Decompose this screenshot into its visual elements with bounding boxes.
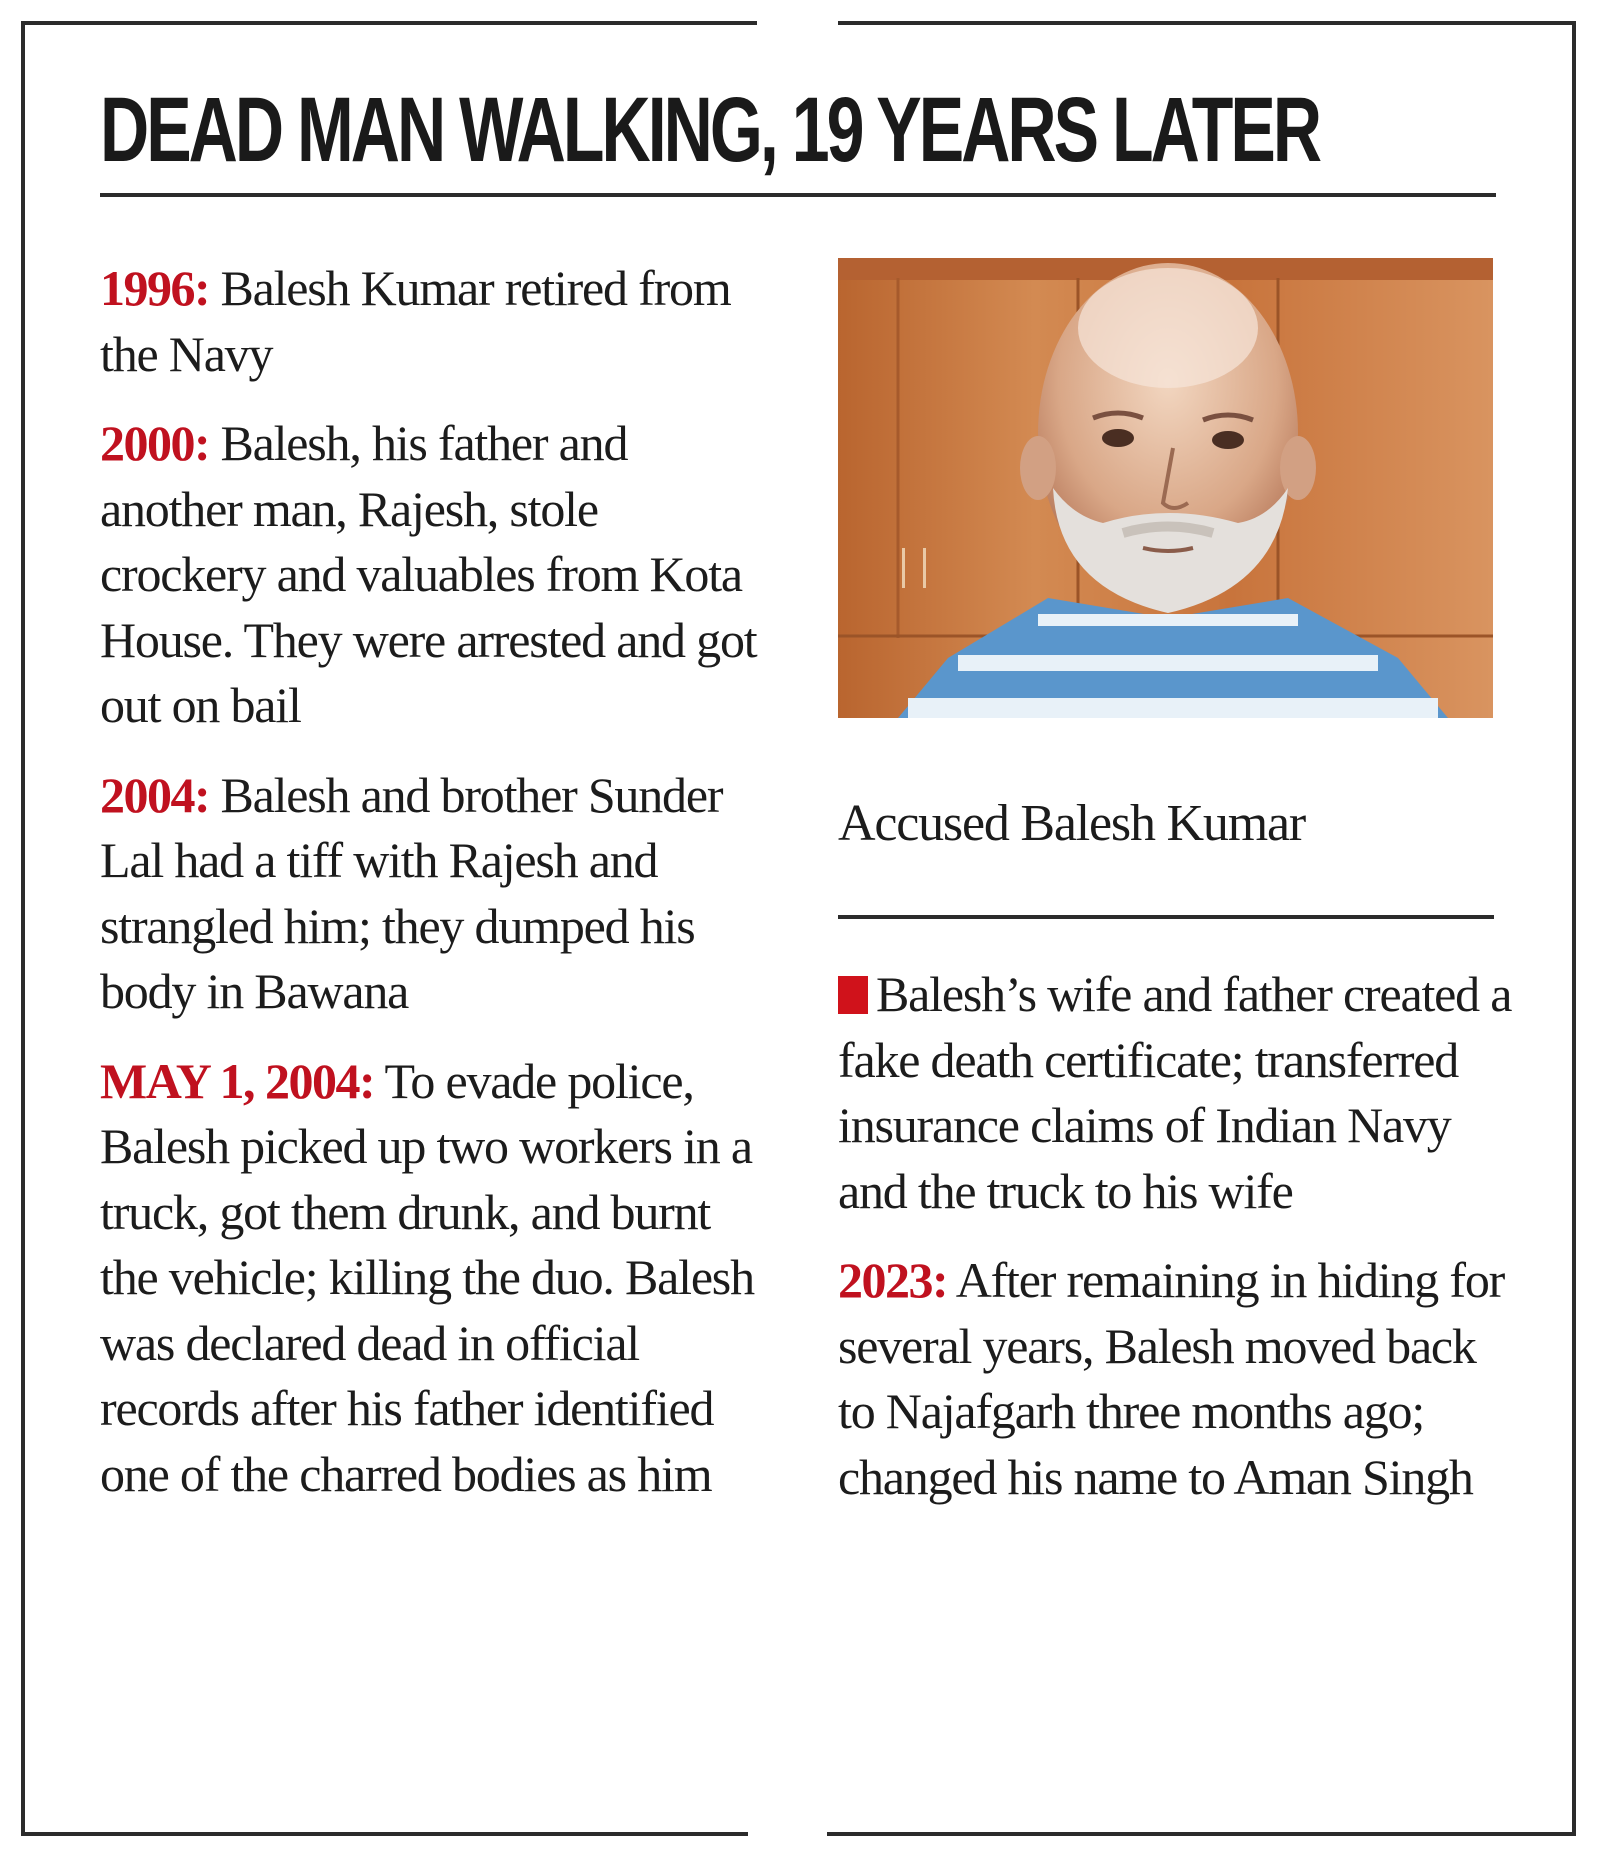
- timeline-entry-2004: [100, 763, 760, 1025]
- accused-photo: [838, 258, 1493, 718]
- timeline-text: To evade police, Balesh picked up two workers in a truck, got them drunk, and burnt the vehicle; killing the duo. Balesh was declared dead in official records after his father identified one of the charred bodies as him: [100, 1052, 754, 1502]
- portrait-illustration: [838, 258, 1493, 718]
- red-square-bullet-icon: [838, 976, 868, 1014]
- timeline-entry-1996: [100, 256, 760, 387]
- timeline-text: Balesh and brother Sunder Lal had a tiff with Rajesh and strangled him; they dumped his body in Bawana: [100, 766, 723, 1019]
- timeline-date: 1996:: [100, 260, 210, 316]
- timeline-text: Balesh Kumar retired from the Navy: [100, 260, 731, 382]
- timeline-date: 2000:: [100, 415, 210, 471]
- caption-rule: [838, 915, 1494, 919]
- right-column-timeline: [838, 962, 1518, 1534]
- timeline-entry-2000: [100, 411, 760, 739]
- frame-right: [1572, 21, 1576, 1836]
- timeline-entry-may-2004: [100, 1049, 760, 1508]
- headline: DEAD MAN WALKING, 19 YEARS LATER: [100, 79, 1320, 181]
- bullet-entry-fake-certificate: [838, 962, 1518, 1224]
- frame-bottom-right: [827, 1832, 1576, 1836]
- frame-left: [21, 21, 25, 1836]
- left-column-timeline: [100, 256, 760, 1531]
- bullet-text: Balesh’s wife and father created a fake death certificate; transferred insurance claims of Indian Navy and the truck to his wife: [838, 966, 1512, 1219]
- timeline-date: MAY 1, 2004:: [100, 1052, 375, 1109]
- timeline-date: 2004:: [100, 766, 210, 823]
- frame-top-right: [838, 21, 1576, 25]
- headline-rule: [100, 193, 1496, 197]
- timeline-entry-2023: [838, 1248, 1518, 1510]
- timeline-text: Balesh, his father and another man, Rajesh, stole crockery and valuables from Kota House. They were arrested and got out on bail: [100, 415, 757, 733]
- timeline-date: 2023:: [838, 1252, 948, 1308]
- timeline-text: After remaining in hiding for several years, Balesh moved back to Najafgarh three months ago; changed his name to Aman Singh: [838, 1252, 1505, 1505]
- frame-top-left: [22, 21, 757, 25]
- photo-caption: Accused Balesh Kumar: [838, 795, 1305, 852]
- frame-bottom-left: [22, 1832, 748, 1836]
